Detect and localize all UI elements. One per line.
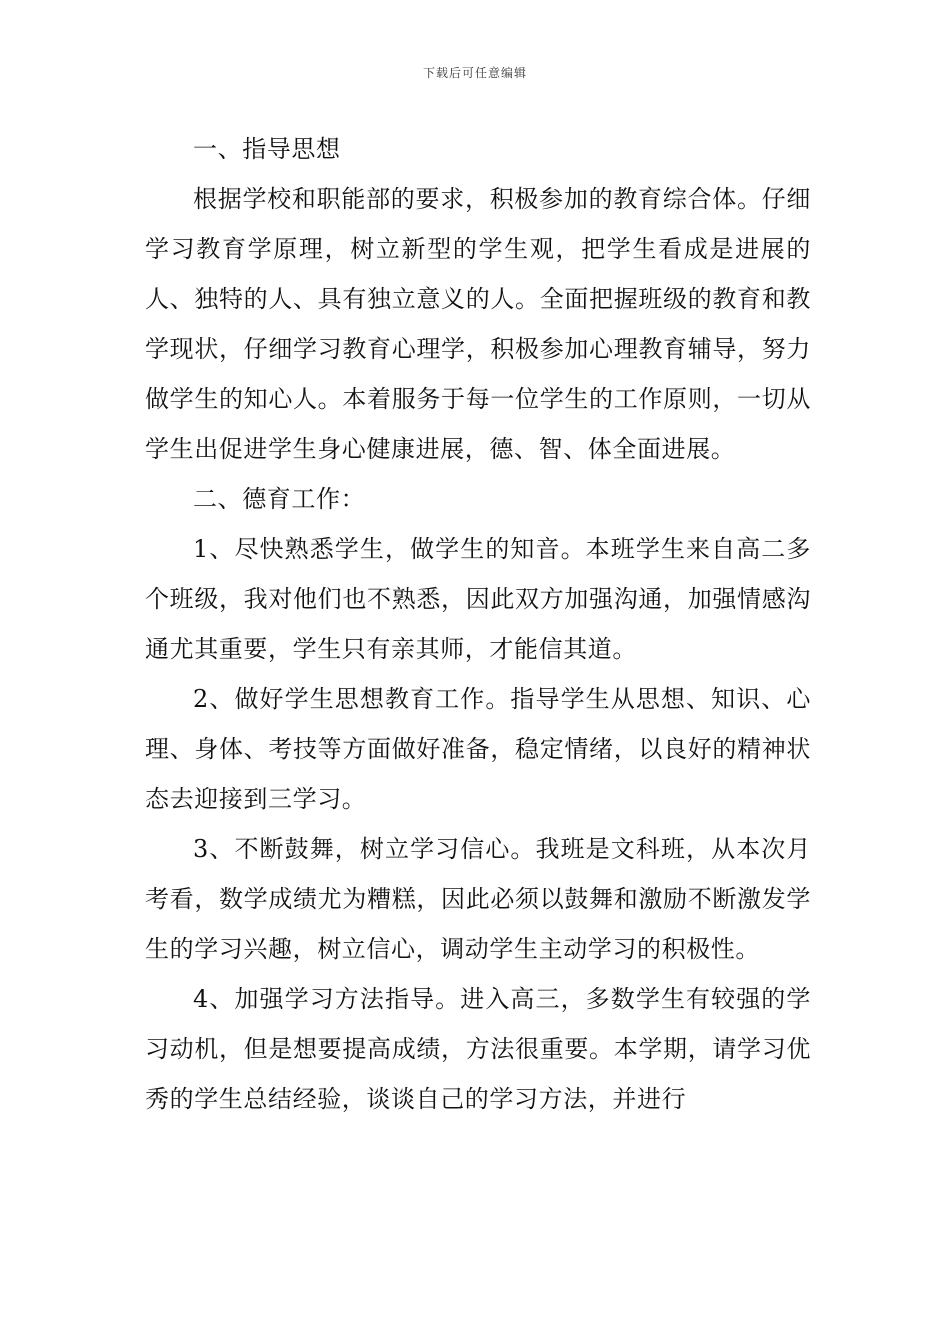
page-header-note: 下载后可任意编辑 bbox=[422, 66, 527, 80]
section-heading-moral-education: 二、德育工作： bbox=[193, 485, 366, 513]
document-body bbox=[145, 124, 811, 1124]
paragraph-item-1: 1、尽快熟悉学生，做学生的知音。本班学生来自高二多个班级，我对他们也不熟悉，因此双方加强沟通，加强情感沟通尤其重要，学生只有亲其师，才能信其道。 bbox=[145, 535, 811, 663]
paragraph-item-4: 4、加强学习方法指导。进入高三，多数学生有较强的学习动机，但是想要提高成绩，方法很重要。本学期，请学习优秀的学生总结经验，谈谈自己的学习方法，并进行 bbox=[145, 985, 811, 1113]
paragraph-guiding-ideology: 根据学校和职能部的要求，积极参加的教育综合体。仔细学习教育学原理，树立新型的学生观，把学生看成是进展的人、独特的人、具有独立意义的人。全面把握班级的教育和教学现状，仔细学习教育心理学，积极参加心理教育辅导，努力做学生的知心人。本着服务于每一位学生的工作原则，一切从学生出促进学生身心健康进展，德、智、体全面进展。 bbox=[145, 185, 811, 463]
section-heading-guiding-ideology: 一、指导思想 bbox=[193, 135, 341, 163]
paragraph-item-2: 2、做好学生思想教育工作。指导学生从思想、知识、心理、身体、考技等方面做好准备，稳定情绪，以良好的精神状态去迎接到三学习。 bbox=[145, 685, 811, 813]
paragraph-item-3: 3、不断鼓舞，树立学习信心。我班是文科班，从本次月考看，数学成绩尤为糟糕，因此必须以鼓舞和激励不断激发学生的学习兴趣，树立信心，调动学生主动学习的积极性。 bbox=[145, 835, 811, 963]
